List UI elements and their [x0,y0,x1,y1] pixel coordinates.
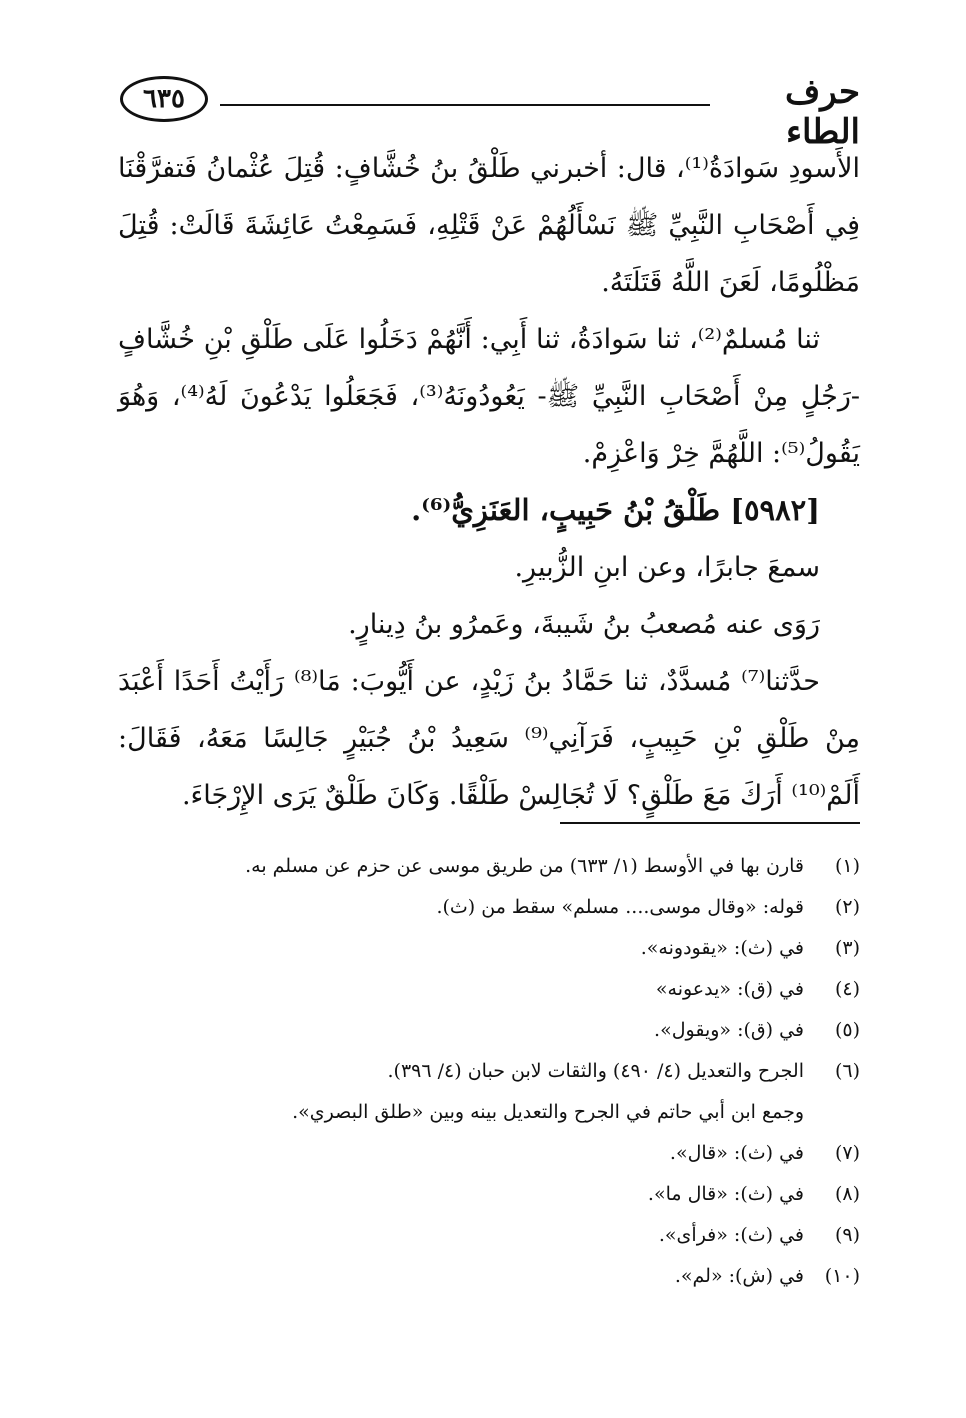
footnote-text: في (ث): «فرأى». [658,1224,804,1246]
footnote-number: (٥) [834,1019,860,1041]
footnote-2 [118,887,860,928]
footnote-4 [118,969,860,1010]
header-rule [220,104,710,106]
footnote-6 [118,1051,860,1092]
footnote-text: الجرح والتعديل (٤/ ٤٩٠) والثقات لابن حبان (٤/ ٣٩٦). [387,1060,804,1082]
footnote-6-continued [118,1092,860,1133]
footnote-number: (٧) [834,1142,860,1164]
footnote-number: (١٠) [824,1265,860,1287]
paragraph-4: رَوَى عنه مُصعبُ بنُ شَيبةَ، وعَمرُو بنُ دِينارٍ. [348,609,820,640]
paragraph-5: حدَّثنا⁽⁷⁾ مُسدَّدٌ، ثنا حَمَّادُ بنُ زَيْدٍ، عن أَيُّوبَ: مَا⁽⁸⁾ رَأَيْتُ أَحَدًا أَعْبَدَ مِنْ طَلْقِ بْنِ حَبِيبٍ، فَرَآنِي⁽⁹⁾ سَعِيدُ بْنُ جُبَيْرٍ جَالِسًا مَعَهُ، فَقَالَ: أَلَمْ⁽¹⁰⁾ أَرَكَ مَعَ طَلْقٍ؟ لَا تُجَالِسْ طَلْقًا. وَكَانَ طَلْقٌ يَرَى الإِرْجَاءَ. [118,666,860,811]
footnotes [118,846,860,1297]
page-number-oval [120,76,208,122]
page-number: ٦٣٥ [143,84,185,114]
footnote-number: (٩) [834,1224,860,1246]
footnote-number: (٢) [834,896,860,918]
footnote-text: قارن بها في الأوسط (١/ ٦٣٣) من طريق موسى عن حزم عن مسلم به. [245,855,804,877]
footnote-number: (٦) [834,1060,860,1082]
footnote-text: في (ق): «يدعونه» [655,978,804,1000]
running-title: حرف الطاء [784,72,860,152]
paragraph-1: الأَسودِ سَوادَةُ⁽¹⁾، قال: أخبرني طَلْقُ بنُ خُشَّافٍ: قُتِلَ عُثْمانُ فَتفرَّقْنَا فِي أَصْحَابِ النَّبِيِّ ﷺ نَسْأَلُهُمْ عَنْ قَتْلِهِ، فَسَمِعْتُ عَائِشَةَ قَالَتْ: قُتِلَ مَظْلُومًا، لَعَنَ اللَّهُ قَتَلَتَهُ. [118,153,860,298]
footnote-number [804,1092,860,1133]
footnote-9 [118,1215,860,1256]
footnote-number: (٤) [834,978,860,1000]
footnote-1 [118,846,860,887]
footnote-number: (٨) [834,1183,860,1205]
footnote-separator [560,822,860,824]
footnote-text: في (ث): «يقودونه». [640,937,804,959]
footnote-text: في (ق): «ويقول». [654,1019,804,1041]
footnote-7 [118,1133,860,1174]
footnote-5 [118,1010,860,1051]
main-text [118,140,860,824]
footnote-3 [118,928,860,969]
entry-heading: [٥٩٨٢] طَلْقُ بْنُ حَبِيبٍ، العَنَزِيُّ⁽⁶⁾. [411,493,820,527]
paragraph-2: ثنا مُسلمٌ⁽²⁾، ثنا سَوادَةُ، ثنا أَبِي: أَنَّهُمْ دَخَلُوا عَلَى طَلْقِ بْنِ خُشَّافٍ -رَجُلٍ مِنْ أَصْحَابِ النَّبِيِّ ﷺ- يَعُودُونَهُ⁽³⁾، فَجَعَلُوا يَدْعُونَ لَهُ⁽⁴⁾، وَهُوَ يَقُولُ⁽⁵⁾: اللَّهُمَّ خِرْ وَاعْزِمْ. [118,324,861,469]
footnote-text: في (ث): «قال». [669,1142,804,1164]
footnote-text: وجمع ابن أبي حاتم في الجرح والتعديل بينه وبين «طلق البصري». [292,1101,804,1123]
paragraph-3: سمعَ جابرًا، وعن ابنِ الزُّبيرِ. [514,552,820,583]
footnote-number: (١) [834,855,860,877]
footnote-10 [118,1256,860,1297]
footnote-8 [118,1174,860,1215]
footnote-text: قوله: «وقال موسى.... مسلم» سقط من (ث). [436,896,804,918]
footnote-text: في (ش): «لم». [674,1265,804,1287]
footnote-number: (٣) [834,937,860,959]
page-header [120,72,860,152]
footnote-text: في (ث): «قال ما». [647,1183,804,1205]
